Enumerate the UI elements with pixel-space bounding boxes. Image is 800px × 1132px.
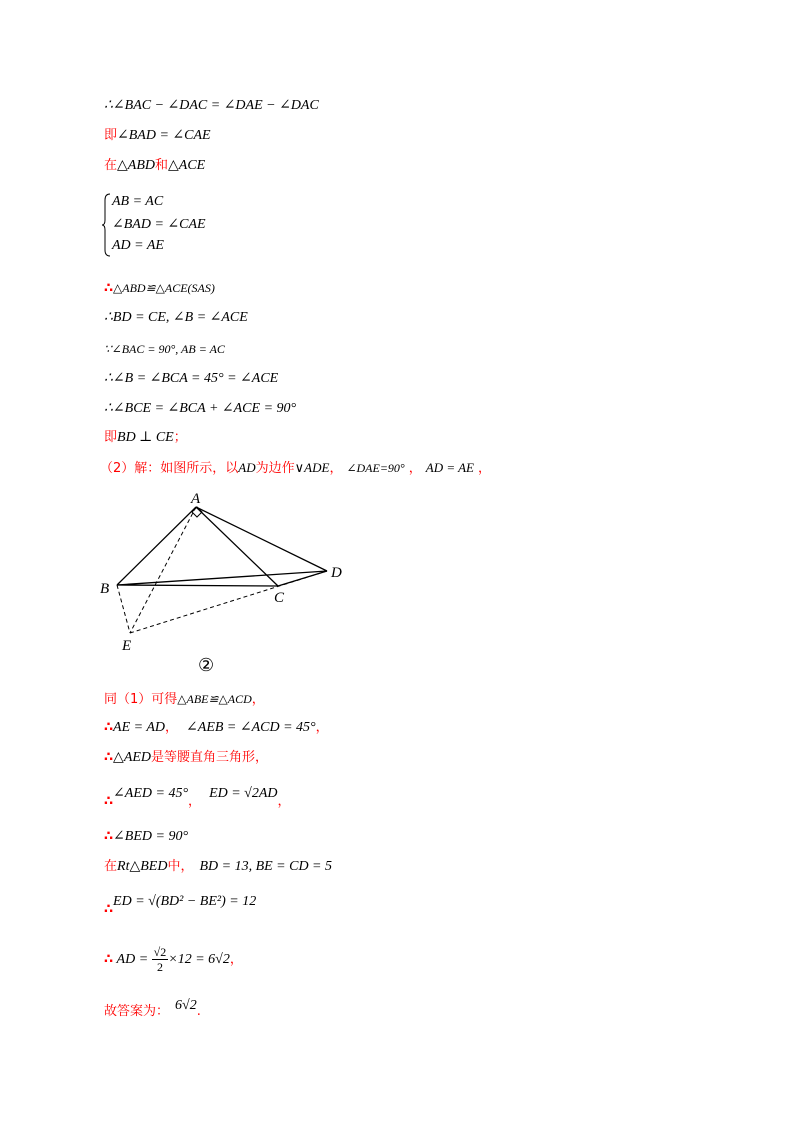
text-he: 和 bbox=[155, 158, 169, 173]
text-weibianzuo: 为边作 bbox=[255, 461, 295, 476]
proof-line-18 bbox=[104, 944, 243, 976]
text-zhong: 中， bbox=[167, 859, 194, 874]
proof-line-15 bbox=[104, 827, 188, 847]
answer-value: 6√2 bbox=[175, 998, 197, 1013]
math-ae-ad: AE = AD bbox=[113, 720, 166, 735]
fraction-sqrt2-over-2 bbox=[152, 945, 169, 974]
comma: ， bbox=[188, 794, 202, 809]
proof-line-14 bbox=[104, 784, 291, 809]
proof-line-1: ∴∠BAC − ∠DAC = ∠DAE − ∠DAC bbox=[104, 98, 319, 113]
math-ade: ∨ADE bbox=[294, 460, 330, 475]
system-row-2: ∠BAD = ∠CAE bbox=[112, 217, 206, 232]
text-isosceles-right: 是等腰直角三角形， bbox=[151, 750, 269, 765]
figure-number: ② bbox=[198, 655, 215, 675]
geometry-figure bbox=[95, 485, 365, 655]
therefore-symbol: ∴ bbox=[104, 281, 114, 296]
math-ad-ae: AD = AE bbox=[425, 460, 474, 475]
comma: ， bbox=[277, 794, 291, 809]
proof-line-5: ∴BD = CE, ∠B = ∠ACE bbox=[104, 310, 248, 325]
proof-line-16 bbox=[104, 857, 332, 877]
proof-line-13 bbox=[104, 748, 268, 768]
fraction-denominator: 2 bbox=[156, 960, 163, 975]
proof-line-17 bbox=[104, 892, 257, 917]
comma: ， bbox=[315, 720, 329, 735]
text-zai: 在 bbox=[104, 859, 118, 874]
math-dae-90: ∠DAE=90° bbox=[346, 461, 405, 475]
system-row-1: AB = AC bbox=[112, 194, 164, 209]
text-ji-2: 即 bbox=[104, 430, 118, 445]
label-e: E bbox=[122, 638, 132, 654]
congruence-sas: △ABD≌△ACE(SAS) bbox=[113, 281, 215, 295]
math-ed-12: ED = √(BD² − BE²) = 12 bbox=[113, 894, 257, 909]
therefore-symbol: ∴ bbox=[104, 794, 114, 809]
comma: ， bbox=[229, 952, 243, 967]
label-c: C bbox=[274, 590, 285, 606]
therefore-symbol: ∴ bbox=[104, 720, 114, 735]
text-ji: 即 bbox=[104, 128, 118, 143]
math-given-lengths: BD = 13, BE = CD = 5 bbox=[199, 859, 333, 874]
proof-line-7: ∴∠B = ∠BCA = 45° = ∠ACE bbox=[104, 371, 279, 386]
math-perpendicular: BD ⊥ CE bbox=[117, 430, 174, 445]
comma: ， bbox=[408, 461, 422, 476]
congruence-abe-acd: △ABE≌△ACD bbox=[177, 692, 252, 706]
triangle-diagram bbox=[95, 485, 365, 655]
equation-system bbox=[102, 192, 262, 258]
text-tong1: 同（1）可得 bbox=[104, 692, 178, 707]
period: . bbox=[196, 1004, 201, 1019]
comma: ， bbox=[329, 461, 343, 476]
tri-rt-bed: Rt△BED bbox=[117, 859, 168, 874]
text-answer: 故答案为： bbox=[104, 1004, 170, 1019]
proof-line-6: ∵∠BAC = 90°, AB = AC bbox=[104, 342, 225, 356]
proof-line-12 bbox=[104, 718, 329, 738]
proof-line-4 bbox=[104, 278, 215, 299]
math-aeb-acd: ∠AEB = ∠ACD = 45° bbox=[186, 720, 316, 735]
math-bad-cae: ∠BAD = ∠CAE bbox=[117, 128, 211, 143]
part2-intro: （2）解：如图所示，以 bbox=[100, 461, 239, 476]
system-row-3: AD = AE bbox=[112, 238, 164, 253]
proof-line-10 bbox=[100, 458, 491, 479]
math-ed-sqrt2-ad: ED = √2AD bbox=[209, 786, 278, 801]
math-bed-90: ∠BED = 90° bbox=[113, 829, 189, 844]
proof-line-8: ∴∠BCE = ∠BCA + ∠ACE = 90° bbox=[104, 401, 297, 416]
proof-line-3 bbox=[104, 156, 205, 176]
therefore-symbol: ∴ bbox=[104, 829, 114, 844]
label-a: A bbox=[191, 491, 201, 507]
tri-abd: △ABD bbox=[117, 158, 155, 173]
math-aed-45: ∠AED = 45° bbox=[113, 786, 189, 801]
proof-line-11 bbox=[104, 689, 265, 710]
math-times-12: ×12 = 6√2 bbox=[168, 952, 230, 967]
label-b: B bbox=[100, 581, 110, 597]
brace-icon bbox=[102, 192, 112, 258]
proof-line-2 bbox=[104, 126, 211, 146]
comma: ， bbox=[165, 720, 179, 735]
comma: ， bbox=[478, 461, 492, 476]
comma: ， bbox=[251, 692, 265, 707]
tri-ace: △ACE bbox=[168, 158, 206, 173]
math-ad: AD bbox=[238, 460, 256, 475]
semicolon: ； bbox=[173, 430, 187, 445]
proof-line-9 bbox=[104, 428, 187, 448]
fraction-numerator: √2 bbox=[153, 945, 167, 960]
math-ad-eq: AD = bbox=[116, 952, 149, 967]
therefore-symbol: ∴ bbox=[104, 952, 114, 967]
label-d: D bbox=[331, 565, 342, 581]
tri-aed: △AED bbox=[113, 750, 152, 765]
therefore-symbol: ∴ bbox=[104, 750, 114, 765]
therefore-symbol: ∴ bbox=[104, 902, 114, 917]
proof-line-19 bbox=[104, 996, 201, 1019]
text-zai: 在 bbox=[104, 158, 118, 173]
